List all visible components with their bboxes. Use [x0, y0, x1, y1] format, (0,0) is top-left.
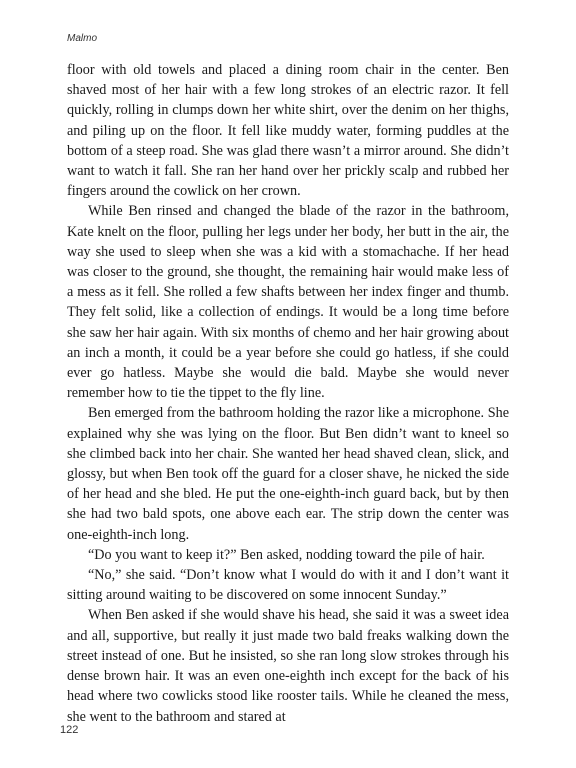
body-text	[67, 60, 509, 727]
paragraph-3: Ben emerged from the bathroom holding the razor like a microphone. She explained why she was lying on the floor. But Ben didn’t want to kneel so she climbed back into her chair. She wanted her head shaved clean, slick, and glossy, but when Ben took off the guard for a closer shave, he nicked the side of her head and she bled. He put the one-eighth-inch guard back, but by then she had two bald spots, one above each ear. The strip down the center was one-eighth-inch long.	[67, 405, 509, 543]
paragraph-4: “Do you want to keep it?” Ben asked, nodding toward the pile of hair.	[88, 546, 485, 563]
running-head: Malmo	[67, 33, 98, 44]
page-number: 122	[60, 724, 79, 736]
paragraph-1: floor with old towels and placed a dining room chair in the center. Ben shaved most of her hair with a few long strokes of an electric razor. It fell quickly, rolling in clumps down her white shirt, over the denim on her thighs, and piling up on the floor. It fell like muddy water, forming puddles at the bottom of a steep road. She was glad there wasn’t a mirror around. She didn’t want to watch it fall. She ran her hand over her prickly scalp and rubbed her fingers around the cowlick on her crown.	[67, 62, 509, 200]
paragraph-2: While Ben rinsed and changed the blade of the razor in the bathroom, Kate knelt on the floor, pulling her legs under her body, her butt in the air, the way she used to sleep when she was a kid with a stomachache. If her head was closer to the ground, she thought, the remaining hair would make less of a mess as it fell. She rolled a few shafts between her index finger and thumb. They felt solid, like a collection of endings. It would be a long time before she saw her hair again. With six months of chemo and her hair growing about an inch a month, it could be a year before she could go hatless, if she could ever go hatless. Maybe she would die bald. Maybe she would never remember how to tie the tippet to the fly line.	[67, 203, 509, 402]
paragraph-5: “No,” she said. “Don’t know what I would do with it and I don’t want it sitting around waiting to be discovered on some innocent Sunday.”	[67, 567, 509, 604]
paragraph-6: When Ben asked if she would shave his head, she said it was a sweet idea and all, supportive, but really it just made two bald freaks walking down the street instead of one. But he insisted, so she ran long slow strokes through his dense brown hair. It was an even one-eighth inch except for the back of his head where two cowlicks stood like rooster tails. While he cleaned the mess, she went to the bathroom and stared at	[67, 607, 509, 725]
